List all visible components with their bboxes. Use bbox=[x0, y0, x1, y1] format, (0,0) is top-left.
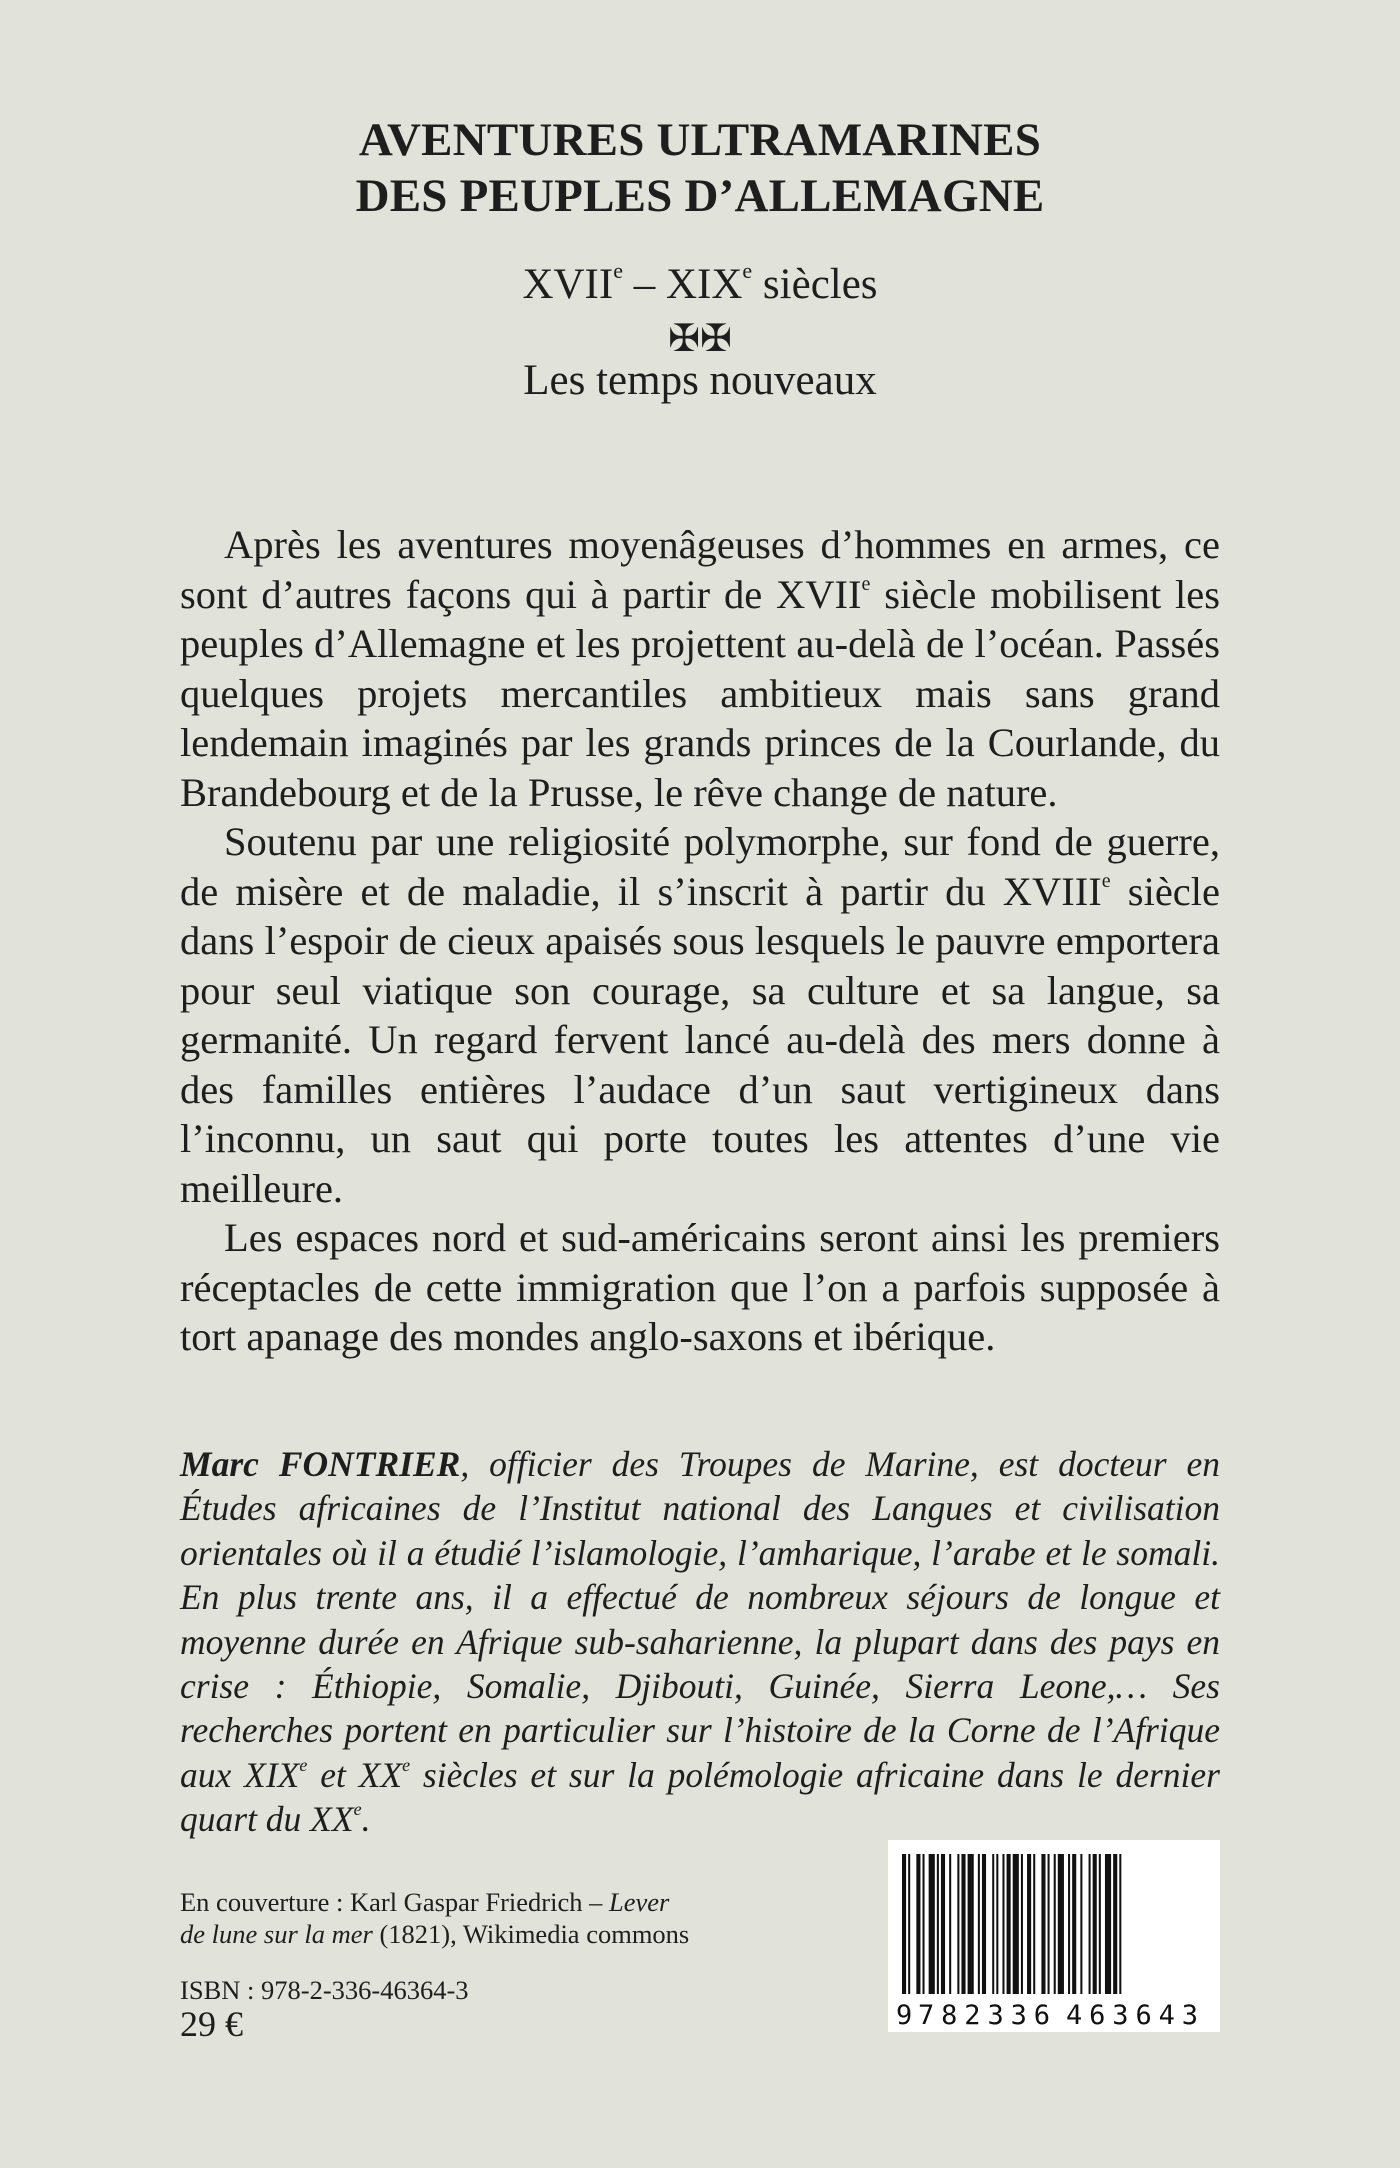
barcode-bar bbox=[1027, 1854, 1031, 1994]
barcode-bar bbox=[961, 1854, 965, 1994]
barcode-bar bbox=[996, 1854, 998, 1994]
cover-credits: En couverture : Karl Gaspar Friedrich – Lever de lune sur la mer (1821), Wikimedia commons bbox=[180, 1887, 690, 1949]
barcode-left-digits: 782336 bbox=[918, 2000, 1050, 2031]
barcode-bar bbox=[1007, 1854, 1011, 1994]
isbn: ISBN : 978-2-336-46364-3 bbox=[180, 1975, 469, 2005]
barcode-lead-digit: 9 bbox=[896, 2000, 913, 2031]
blurb-paragraph-3: Les espaces nord et sud-américains seront ainsi les premiers réceptacles de cette immigration que l’on a parfois supposée à tort apanage des mondes anglo-saxons et ibérique. bbox=[180, 1215, 1220, 1359]
price: 29 € bbox=[180, 2004, 243, 2044]
barcode-bars bbox=[902, 1854, 1121, 1994]
barcode-bar bbox=[929, 1854, 935, 1994]
barcode-bar bbox=[1041, 1854, 1045, 1994]
barcode-bar bbox=[941, 1854, 945, 1994]
barcode-right-digits: 463643 bbox=[1066, 2000, 1198, 2031]
barcode-bar bbox=[1080, 1854, 1082, 1994]
blurb-paragraph-2: Soutenu par une religiosité polymorphe, sur fond de guerre, de misère et de maladie, il s’inscrit à partir du XVIIIe siècle dans l’espoir de cieux apaisés sous lesquels le pauvre emportera pour seul viatique son courage, sa culture et sa langue, sa germanité. Un regard fervent lancé au-delà des mers donne à des familles entières l’audace d’un saut vertigineux dans l’inconnu, un saut qui porte toutes les attentes d’une vie meilleure. bbox=[180, 819, 1221, 1211]
barcode-bar bbox=[978, 1854, 980, 1994]
barcode-bar bbox=[1002, 1854, 1004, 1994]
barcode-bar bbox=[1054, 1854, 1056, 1994]
back-cover-blurb bbox=[180, 520, 1220, 1362]
barcode-graphic bbox=[888, 1840, 1220, 2032]
barcode-bar bbox=[916, 1854, 920, 1994]
barcode-bar bbox=[902, 1854, 906, 1994]
barcode-bar bbox=[937, 1854, 939, 1994]
barcode-bar bbox=[923, 1854, 925, 1994]
barcode-bar bbox=[1033, 1854, 1035, 1994]
barcode-bar bbox=[1093, 1854, 1097, 1994]
barcode-bar bbox=[1072, 1854, 1076, 1994]
barcode-bar bbox=[949, 1854, 951, 1994]
barcode-bar bbox=[1089, 1854, 1091, 1994]
barcode-bar bbox=[1048, 1854, 1050, 1994]
title-line-1: AVENTURES ULTRAMARINES bbox=[358, 114, 1042, 166]
barcode-bar bbox=[908, 1854, 910, 1994]
subtitle-centuries: XVIIe – XIXe siècles bbox=[522, 258, 878, 308]
barcode-bar bbox=[1119, 1854, 1121, 1994]
subtitle-temps-nouveaux: Les temps nouveaux bbox=[523, 357, 877, 404]
barcode-bar bbox=[982, 1854, 986, 1994]
maltese-cross-ornament-icon: ✠✠ bbox=[668, 316, 732, 360]
title-line-2: DES PEUPLES D’ALLEMAGNE bbox=[355, 170, 1045, 222]
barcode-bar bbox=[968, 1854, 974, 1994]
barcode-bar bbox=[1013, 1854, 1019, 1994]
barcode-bar bbox=[1021, 1854, 1023, 1994]
barcode-bar bbox=[1105, 1854, 1111, 1994]
barcode-bar bbox=[1099, 1854, 1101, 1994]
book-title bbox=[0, 112, 1400, 224]
cover-artwork-title: Lever de lune sur la mer bbox=[180, 1887, 670, 1949]
barcode-bar bbox=[1068, 1854, 1070, 1994]
barcode bbox=[888, 1840, 1220, 2032]
barcode-bar bbox=[1113, 1854, 1117, 1994]
blurb-paragraph-1: Après les aventures moyenâgeuses d’hommes en armes, ce sont d’autres façons qui à partir de XVIIe siècle mobilisent les peuples d’Allemagne et les projettent au-delà de l’océan. Passés quelques projets mercantiles ambitieux mais sans grand lendemain imaginés par les grands princes de la Courlande, du Brandebourg et de la Prusse, le rêve change de nature. bbox=[180, 522, 1220, 815]
author-name: Marc FONTRIER bbox=[180, 1444, 461, 1484]
barcode-bar bbox=[992, 1854, 994, 1994]
barcode-bar bbox=[1058, 1854, 1064, 1994]
author-bio: Marc FONTRIER, officier des Troupes de Marine, est docteur en Études africaines de l’Institut national des Langues et civilisation orientales où il a étudié l’islamologie, l’amharique, l’arabe et le somali. En plus trente ans, il a effectué de nombreux séjours de longue et moyenne durée en Afrique sub-saharienne, la plupart dans des pays en crise : Éthiopie, Somalie, Djibouti, Guinée, Sierra Leone,… Ses recherches portent en particulier sur l’histoire de la Corne de l’Afrique aux XIXe et XXe siècles et sur la polémologie africaine dans le dernier quart du XXe. bbox=[180, 1444, 1221, 1840]
barcode-bar bbox=[957, 1854, 959, 1994]
